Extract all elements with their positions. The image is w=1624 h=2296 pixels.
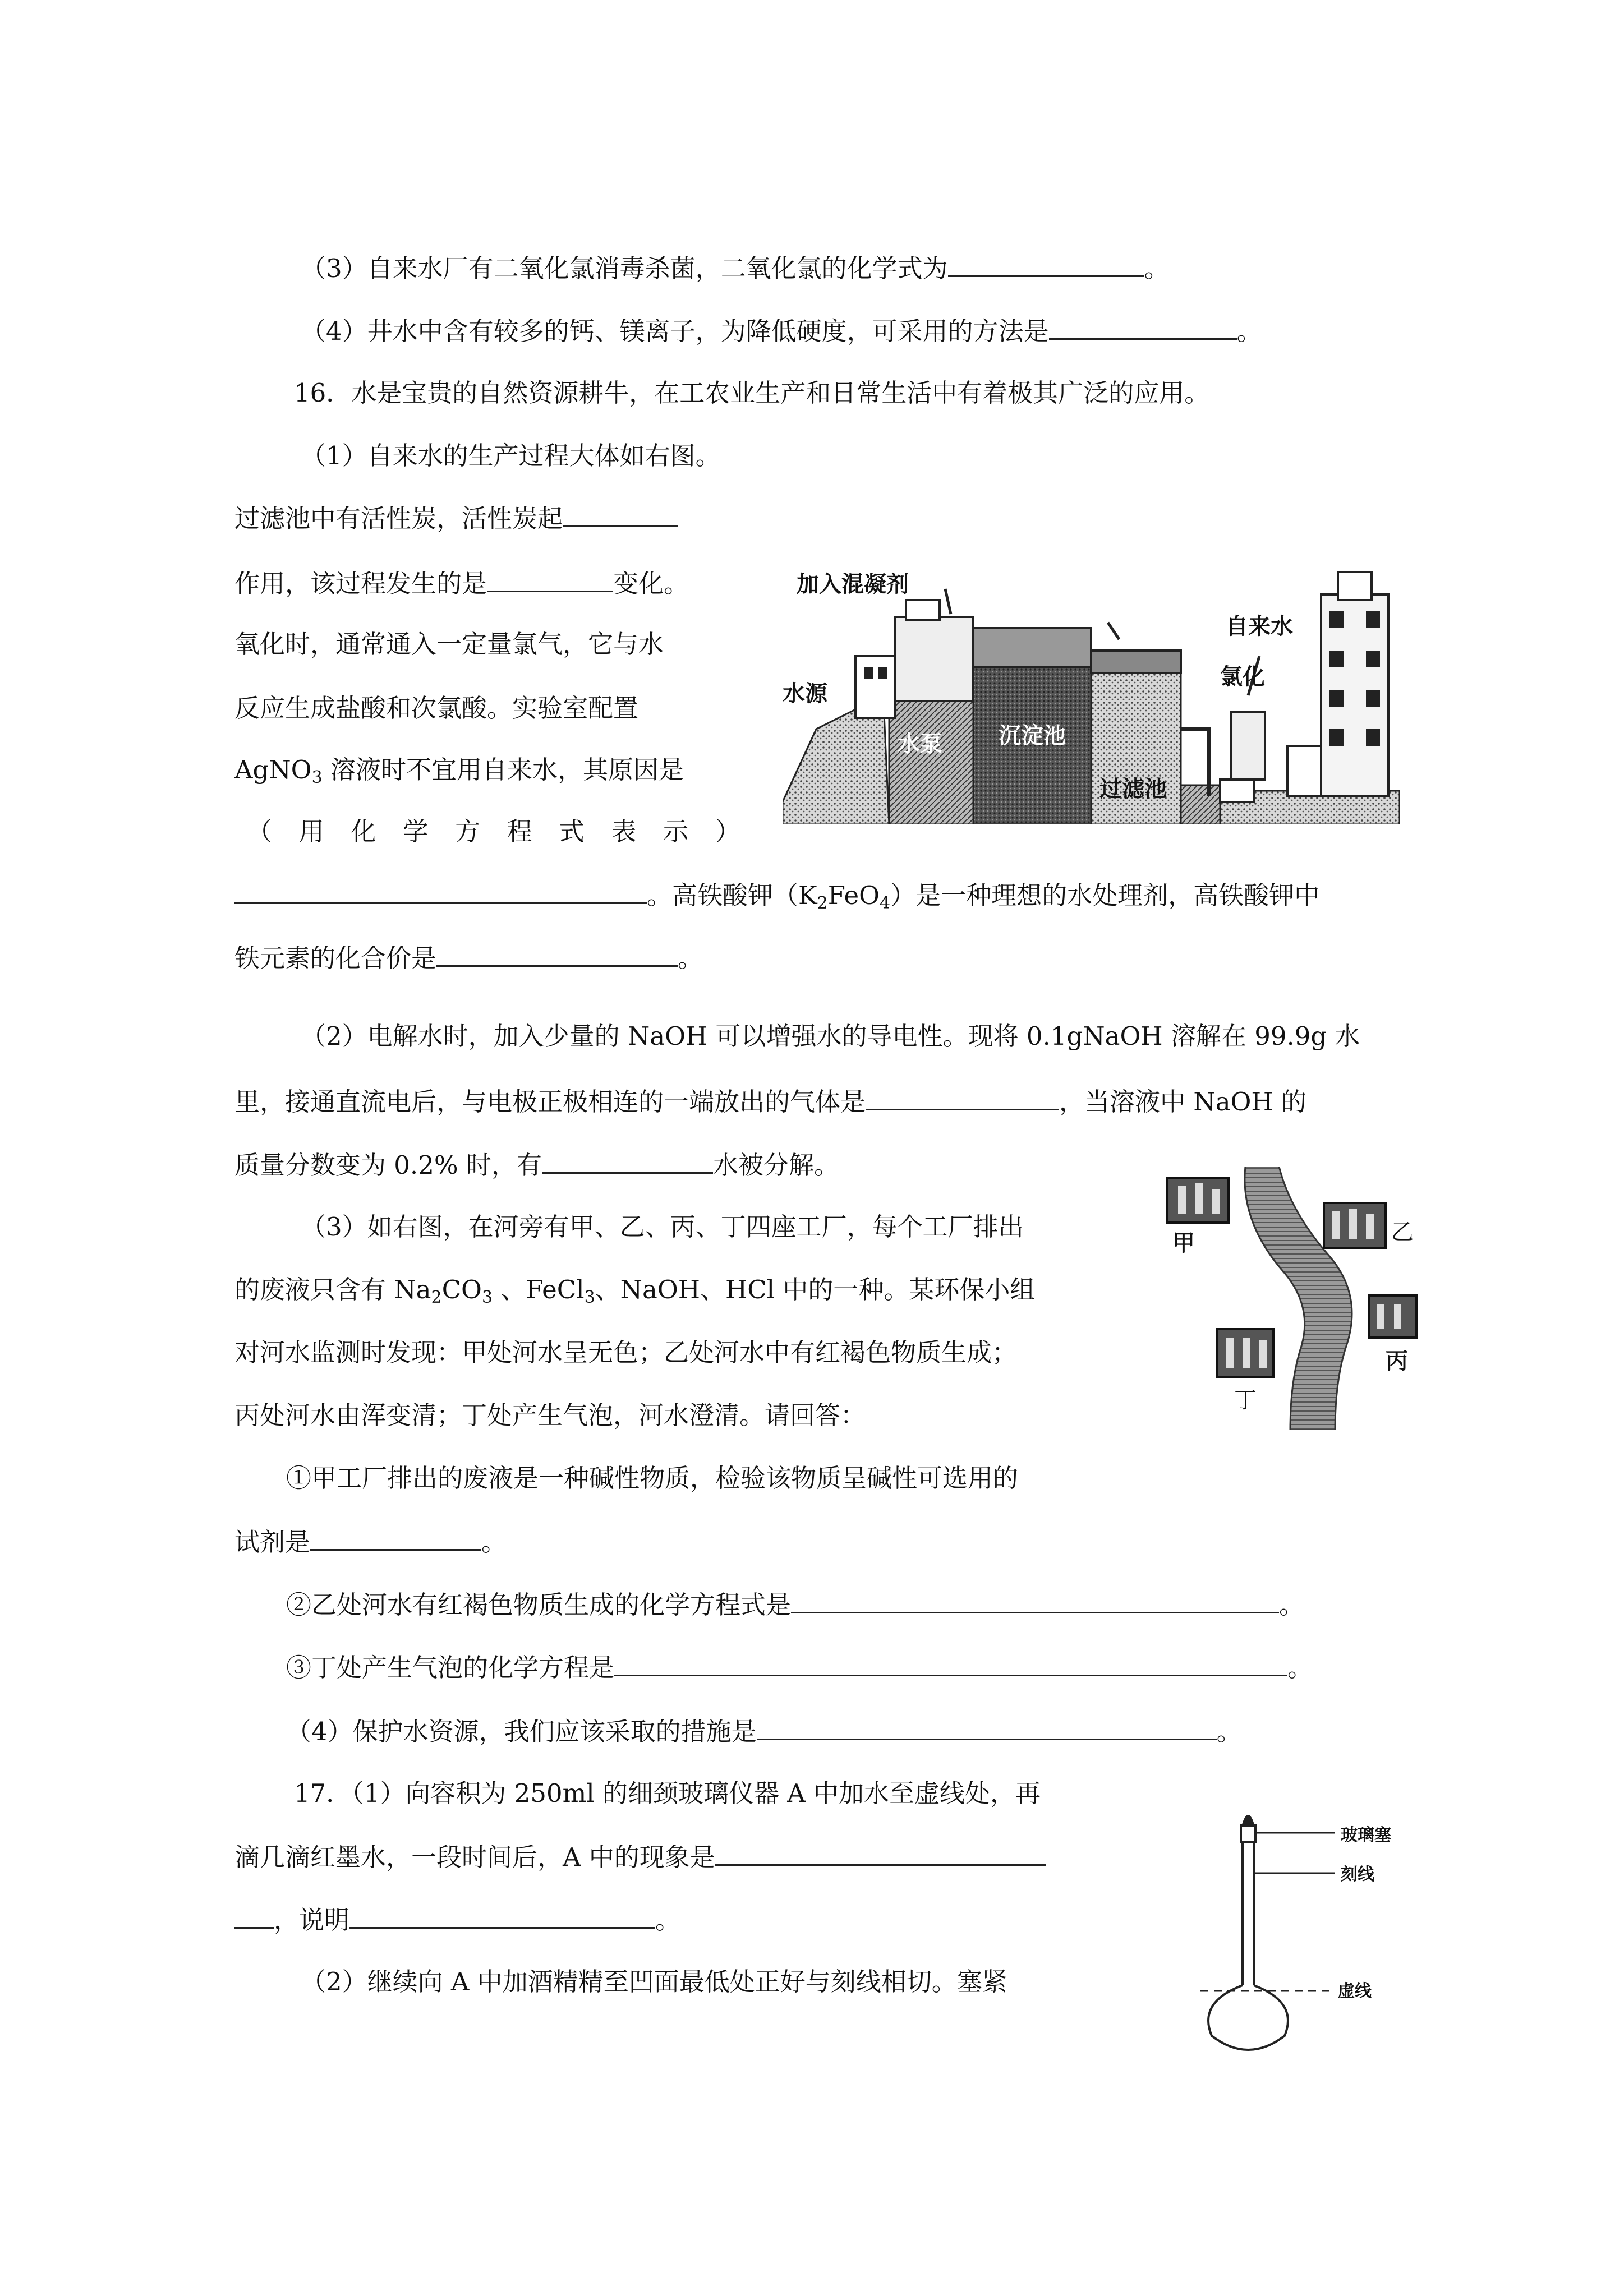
answer-blank[interactable] — [563, 501, 678, 527]
label-settling-tank: 沉淀池 — [999, 723, 1066, 749]
answer-blank[interactable] — [234, 878, 647, 904]
label-ding: 丁 — [1234, 1387, 1257, 1413]
answer-blank[interactable] — [349, 1902, 655, 1929]
label-bing: 丙 — [1386, 1348, 1408, 1374]
answer-blank[interactable] — [310, 1524, 481, 1551]
q16-p1-line5: AgNO$_3$ 溶液时不宜用自来水，其原因是 — [234, 755, 684, 787]
label-mark-line: 刻线 — [1341, 1865, 1374, 1884]
q16-p3-q3: ③丁处产生气泡的化学方程是 。 — [286, 1650, 1313, 1685]
q16-p3-line1: （3）如右图，在河旁有甲、乙、丙、丁四座工厂，每个工厂排出 — [301, 1212, 1024, 1242]
river-illustration — [1161, 1167, 1419, 1430]
q16-p2-line1: （2）电解水时，加入少量的 NaOH 可以增强水的导电性。现将 0.1gNaOH 溶解在 99.9g 水 — [301, 1021, 1360, 1051]
answer-blank[interactable] — [542, 1147, 713, 1174]
q16-p1-line8: 铁元素的化合价是 。 — [234, 940, 703, 975]
q16-p1-line7: 。高铁酸钾$(K_2FeO_4)$是一种理想的水处理剂，高铁酸钾中 — [234, 878, 1319, 912]
q17-line1: 17．（1）向容积为 250ml 的细颈玻璃仪器 A 中加水至虚线处，再 — [294, 1778, 1041, 1808]
answer-blank[interactable] — [866, 1084, 1059, 1110]
answer-blank[interactable] — [1049, 313, 1237, 340]
q16-p1-line4: 反应生成盐酸和次氯酸。实验室配置 — [234, 693, 639, 723]
q16-p1-line2: 作用，该过程发生的是 变化。 — [234, 566, 689, 601]
flask-illustration — [1200, 1800, 1425, 2058]
q16-p4: （4）保护水资源，我们应该采取的措施是 。 — [286, 1714, 1242, 1749]
q17-line4: （2）继续向 A 中加酒精精至凹面最低处正好与刻线相切。塞紧 — [301, 1967, 1007, 1997]
waterworks-illustration — [783, 561, 1400, 824]
label-chlorination: 氯化 — [1220, 664, 1265, 690]
q16-p3-line3: 对河水监测时发现：甲处河水呈无色；乙处河水中有红褐色物质生成； — [234, 1338, 1018, 1367]
label-stopper: 玻璃塞 — [1341, 1825, 1391, 1845]
waterworks-figure — [783, 561, 1400, 824]
q16-p2-line2: 里，接通直流电后，与电极正极相连的一端放出的气体是 ，当溶液中 NaOH 的 — [234, 1084, 1306, 1119]
flask-figure — [1200, 1800, 1425, 2058]
q16-p3-q2: ②乙处河水有红褐色物质生成的化学方程式是 。 — [286, 1587, 1304, 1622]
q16-p1-line3: 氧化时，通常通入一定量氯气，它与水 — [234, 629, 664, 659]
q16-p3-line2: 的废液只含有 $Na_2CO_3$ 、FeCl$_3$、NaOH、HCl 中的一种。某环保小组 — [234, 1275, 1036, 1307]
q16-p1-line6: （ 用 化 学 方 程 式 表 示 ） — [247, 817, 740, 846]
q15-item-3: （3）自来水厂有二氧化氯消毒杀菌，二氧化氯的化学式为 。 — [301, 251, 1170, 285]
label-pump: 水泵 — [898, 731, 942, 757]
answer-blank[interactable] — [436, 940, 678, 967]
q16-p3-q1-line1: ①甲工厂排出的废液是一种碱性物质，检验该物质呈碱性可选用的 — [286, 1463, 1019, 1493]
q16-p1-head: （1）自来水的生产过程大体如右图。 — [301, 441, 721, 471]
label-tap-water: 自来水 — [1226, 614, 1293, 639]
q16-intro: 16．水是宝贵的自然资源耕牛，在工农业生产和日常生活中有着极其广泛的应用。 — [294, 378, 1210, 408]
q17-line3: ，说明 。 — [234, 1902, 680, 1937]
q16-p1-line1: 过滤池中有活性炭，活性炭起 — [234, 501, 678, 536]
answer-blank[interactable] — [715, 1839, 1046, 1866]
answer-blank[interactable] — [234, 1902, 274, 1929]
label-jia: 甲 — [1172, 1230, 1195, 1256]
label-filter-tank: 过滤池 — [1099, 776, 1167, 802]
label-dashed-line: 虚线 — [1338, 1981, 1372, 2001]
q16-p3-line4: 丙处河水由浑变清；丁处产生气泡，河水澄清。请回答： — [234, 1400, 866, 1430]
q16-p2-line3: 质量分数变为 0.2% 时，有 水被分解。 — [234, 1147, 839, 1182]
label-yi: 乙 — [1391, 1219, 1414, 1245]
q15-item-4: （4）井水中含有较多的钙、镁离子，为降低硬度，可采用的方法是 。 — [301, 313, 1262, 348]
label-water-source: 水源 — [783, 681, 827, 707]
q17-line2: 滴几滴红墨水，一段时间后，A 中的现象是 — [234, 1839, 1046, 1874]
q16-p3-q1-line2: 试剂是 。 — [234, 1524, 507, 1559]
answer-blank[interactable] — [614, 1650, 1287, 1676]
answer-blank[interactable] — [948, 251, 1144, 277]
label-coagulant: 加入混凝剂 — [797, 571, 909, 597]
river-factories-figure — [1161, 1167, 1419, 1430]
answer-blank[interactable] — [757, 1714, 1217, 1740]
answer-blank[interactable] — [791, 1587, 1279, 1613]
answer-blank[interactable] — [487, 566, 613, 592]
factory-bing — [1369, 1295, 1416, 1338]
